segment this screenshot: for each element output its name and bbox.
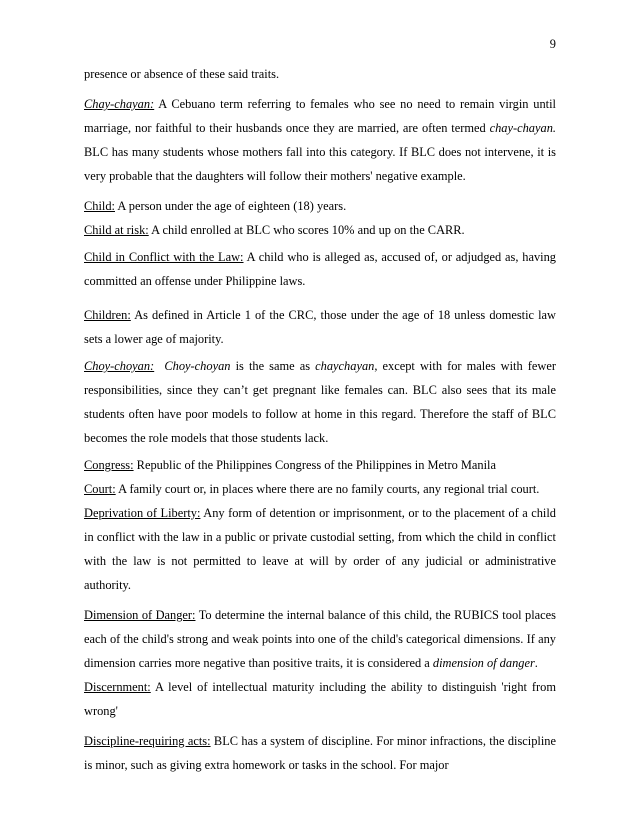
term-choy-choyan: Choy-choyan: <box>84 359 155 373</box>
term-child-at-risk: Child at risk: <box>84 223 149 237</box>
term-discipline-requiring-acts: Discipline-requiring acts: <box>84 734 211 748</box>
definition-child-in-conflict: A child who is alleged as, accused of, or adjudged as, having committed an offense under Philippine laws. <box>84 250 556 288</box>
term-discernment: Discernment: <box>84 680 151 694</box>
definition-dimension-of-danger-b: . <box>534 656 538 670</box>
term-dimension-of-danger: Dimension of Danger: <box>84 608 196 622</box>
definition-chay-chayan-em: chay-chayan. <box>489 121 556 135</box>
definition-discipline-requiring-acts: BLC has a system of discipline. For minor infractions, the discipline is minor, such as giving extra homework or tasks in the school. For major <box>84 734 556 772</box>
term-congress: Congress: <box>84 458 134 472</box>
definition-choy-choyan-b: , except with for males with fewer responsibilities, since they can’t get pregnant like females can. BLC also sees that its male students often have poor models to follow at home in this regard. Therefore the staff of BLC becomes the role models that those students lack. <box>84 359 557 445</box>
definition-discernment: A level of intellectual maturity including the ability to distinguish 'right from wrong' <box>84 680 556 718</box>
definition-dimension-of-danger-em: dimension of danger <box>432 656 535 670</box>
glossary-content <box>84 62 556 777</box>
term-chay-chayan: Chay-chayan: <box>84 97 155 111</box>
lead-in-paragraph: presence or absence of these said traits. <box>84 67 280 81</box>
entry-discernment <box>84 675 556 723</box>
definition-choy-choyan-em1: Choy-choyan <box>164 359 231 373</box>
entry-child-in-conflict <box>84 245 556 293</box>
entry-court <box>84 477 556 501</box>
term-children: Children: <box>84 308 131 322</box>
definition-chay-chayan-a: A Cebuano term referring to females who see no need to remain virgin until marriage, nor faithful to their husbands once they are married, are often termed <box>84 97 556 135</box>
definition-child: A person under the age of eighteen (18) years. <box>114 199 347 213</box>
definition-child-at-risk: A child enrolled at BLC who scores 10% and up on the CARR. <box>148 223 465 237</box>
entry-child <box>84 194 556 218</box>
entry-deprivation-of-liberty <box>84 501 556 597</box>
term-child: Child: <box>84 199 115 213</box>
definition-choy-choyan-a: is the same as <box>230 359 316 373</box>
page-number: 9 <box>549 37 556 51</box>
term-child-in-conflict: Child in Conflict with the Law: <box>84 250 244 264</box>
definition-children: As defined in Article 1 of the CRC, those under the age of 18 unless domestic law sets a lower age of majority. <box>84 308 556 346</box>
definition-dimension-of-danger-a: To determine the internal balance of this child, the RUBICS tool places each of the child's strong and weak points into one of the child's categorical dimensions. If any dimension carries more negative than positive traits, it is considered a <box>84 608 556 670</box>
term-deprivation-of-liberty: Deprivation of Liberty: <box>84 506 201 520</box>
definition-congress: Republic of the Philippines Congress of the Philippines in Metro Manila <box>133 458 496 472</box>
definition-deprivation-of-liberty: Any form of detention or imprisonment, or to the placement of a child in conflict with the law in a public or private custodial setting, from which the child in conflict with the law is not permitted to leave at will by order of any judicial or administrative authority. <box>84 506 557 592</box>
entry-congress <box>84 453 556 477</box>
definition-chay-chayan-b: BLC has many students whose mothers fall into this category. If BLC does not intervene, it is very probable that the daughters will follow their mothers' negative example. <box>84 145 556 183</box>
definition-court: A family court or, in places where there are no family courts, any regional trial court. <box>115 482 540 496</box>
entry-choy-choyan <box>84 354 556 450</box>
definition-choy-choyan-em2: chaychayan <box>315 359 375 373</box>
entry-dimension-of-danger <box>84 603 556 675</box>
entry-child-at-risk <box>84 218 556 242</box>
entry-discipline-requiring-acts <box>84 729 556 777</box>
term-court: Court: <box>84 482 116 496</box>
entry-children <box>84 303 556 351</box>
entry-chay-chayan <box>84 92 556 188</box>
